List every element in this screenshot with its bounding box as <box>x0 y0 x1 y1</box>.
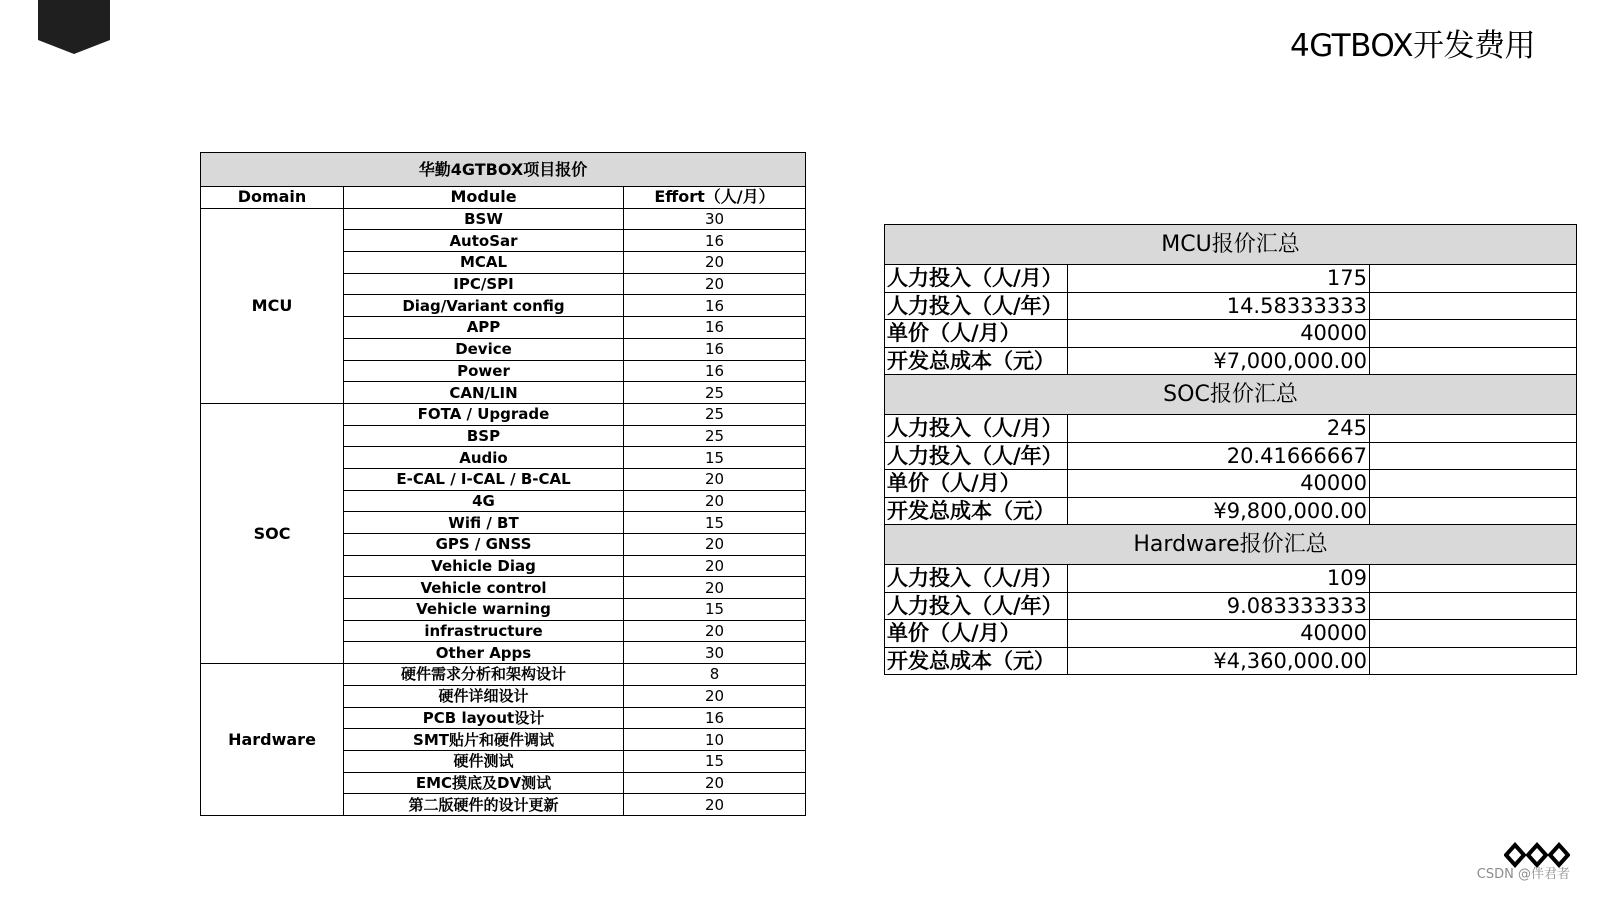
module-cell: 硬件详细设计 <box>344 685 624 707</box>
module-cell: 硬件需求分析和架构设计 <box>344 664 624 686</box>
summary-value: 40000 <box>1068 470 1370 498</box>
effort-cell: 20 <box>624 252 806 274</box>
module-cell: APP <box>344 317 624 339</box>
summary-row <box>885 320 1577 348</box>
effort-cell: 20 <box>624 273 806 295</box>
effort-cell: 20 <box>624 772 806 794</box>
effort-cell: 15 <box>624 599 806 621</box>
effort-cell: 30 <box>624 208 806 230</box>
module-cell: Vehicle control <box>344 577 624 599</box>
header-module: Module <box>344 187 624 209</box>
summary-section-title: SOC报价汇总 <box>885 375 1577 415</box>
summary-row <box>885 442 1577 470</box>
effort-cell: 15 <box>624 750 806 772</box>
table-row <box>201 208 806 230</box>
effort-cell: 25 <box>624 403 806 425</box>
effort-cell: 20 <box>624 534 806 556</box>
watermark: CSDN @伴君者 <box>1476 867 1570 882</box>
summary-table <box>884 224 1577 675</box>
summary-empty-cell <box>1370 620 1577 648</box>
header-domain: Domain <box>201 187 344 209</box>
domain-cell: MCU <box>201 208 344 403</box>
module-cell: 4G <box>344 490 624 512</box>
summary-row <box>885 620 1577 648</box>
summary-row <box>885 265 1577 293</box>
effort-cell: 20 <box>624 490 806 512</box>
summary-label: 开发总成本（元） <box>885 647 1068 675</box>
summary-section-header-row <box>885 525 1577 565</box>
summary-row <box>885 415 1577 443</box>
module-cell: Diag/Variant config <box>344 295 624 317</box>
module-cell: Vehicle warning <box>344 599 624 621</box>
module-cell: BSW <box>344 208 624 230</box>
summary-section-title: Hardware报价汇总 <box>885 525 1577 565</box>
effort-cell: 30 <box>624 642 806 664</box>
summary-empty-cell <box>1370 415 1577 443</box>
module-cell: Wifi / BT <box>344 512 624 534</box>
summary-row <box>885 470 1577 498</box>
summary-section-title: MCU报价汇总 <box>885 225 1577 265</box>
effort-cell: 20 <box>624 794 806 816</box>
effort-cell: 25 <box>624 382 806 404</box>
module-cell: FOTA / Upgrade <box>344 403 624 425</box>
module-cell: BSP <box>344 425 624 447</box>
effort-cell: 20 <box>624 620 806 642</box>
summary-section-header-row <box>885 375 1577 415</box>
summary-empty-cell <box>1370 347 1577 375</box>
summary-row <box>885 497 1577 525</box>
summary-row <box>885 292 1577 320</box>
summary-empty-cell <box>1370 565 1577 593</box>
module-cell: GPS / GNSS <box>344 534 624 556</box>
effort-cell: 16 <box>624 230 806 252</box>
summary-label: 人力投入（人/年） <box>885 292 1068 320</box>
summary-value: 9.083333333 <box>1068 592 1370 620</box>
summary-value: ¥4,360,000.00 <box>1068 647 1370 675</box>
summary-empty-cell <box>1370 320 1577 348</box>
module-cell: Vehicle Diag <box>344 555 624 577</box>
effort-cell: 16 <box>624 360 806 382</box>
summary-label: 开发总成本（元） <box>885 347 1068 375</box>
module-cell: Device <box>344 338 624 360</box>
summary-row <box>885 647 1577 675</box>
summary-row <box>885 347 1577 375</box>
module-cell: 第二版硬件的设计更新 <box>344 794 624 816</box>
summary-label: 人力投入（人/年） <box>885 592 1068 620</box>
effort-cell: 20 <box>624 685 806 707</box>
module-cell: SMT贴片和硬件调试 <box>344 729 624 751</box>
table-row <box>201 403 806 425</box>
module-cell: PCB layout设计 <box>344 707 624 729</box>
domain-cell: SOC <box>201 403 344 663</box>
summary-value: 20.41666667 <box>1068 442 1370 470</box>
summary-value: 14.58333333 <box>1068 292 1370 320</box>
module-cell: Other Apps <box>344 642 624 664</box>
effort-cell: 15 <box>624 512 806 534</box>
table-row <box>201 664 806 686</box>
summary-label: 人力投入（人/月） <box>885 265 1068 293</box>
summary-empty-cell <box>1370 292 1577 320</box>
quote-table-title: 华勤4GTBOX项目报价 <box>201 153 806 187</box>
effort-cell: 15 <box>624 447 806 469</box>
summary-section-header-row <box>885 225 1577 265</box>
summary-label: 单价（人/月） <box>885 470 1068 498</box>
summary-value: 109 <box>1068 565 1370 593</box>
summary-label: 人力投入（人/月） <box>885 415 1068 443</box>
summary-label: 开发总成本（元） <box>885 497 1068 525</box>
quote-table <box>200 152 806 816</box>
module-cell: MCAL <box>344 252 624 274</box>
effort-cell: 16 <box>624 295 806 317</box>
summary-label: 人力投入（人/月） <box>885 565 1068 593</box>
module-cell: infrastructure <box>344 620 624 642</box>
summary-value: ¥7,000,000.00 <box>1068 347 1370 375</box>
effort-cell: 16 <box>624 707 806 729</box>
module-cell: Power <box>344 360 624 382</box>
effort-cell: 25 <box>624 425 806 447</box>
module-cell: E-CAL / I-CAL / B-CAL <box>344 468 624 490</box>
effort-cell: 10 <box>624 729 806 751</box>
module-cell: EMC摸底及DV测试 <box>344 772 624 794</box>
module-cell: 硬件测试 <box>344 750 624 772</box>
domain-cell: Hardware <box>201 664 344 816</box>
summary-row <box>885 592 1577 620</box>
corner-badge-icon <box>38 0 110 54</box>
slide-title: 4GTBOX开发费用 <box>1290 28 1535 64</box>
header-effort: Effort（人/月） <box>624 187 806 209</box>
summary-label: 单价（人/月） <box>885 620 1068 648</box>
module-cell: AutoSar <box>344 230 624 252</box>
effort-cell: 20 <box>624 555 806 577</box>
effort-cell: 20 <box>624 577 806 599</box>
summary-value: ¥9,800,000.00 <box>1068 497 1370 525</box>
effort-cell: 16 <box>624 338 806 360</box>
module-cell: IPC/SPI <box>344 273 624 295</box>
effort-cell: 8 <box>624 664 806 686</box>
effort-cell: 20 <box>624 468 806 490</box>
summary-row <box>885 565 1577 593</box>
summary-empty-cell <box>1370 265 1577 293</box>
summary-value: 40000 <box>1068 620 1370 648</box>
summary-empty-cell <box>1370 647 1577 675</box>
summary-empty-cell <box>1370 470 1577 498</box>
effort-cell: 16 <box>624 317 806 339</box>
module-cell: Audio <box>344 447 624 469</box>
module-cell: CAN/LIN <box>344 382 624 404</box>
summary-value: 245 <box>1068 415 1370 443</box>
summary-label: 人力投入（人/年） <box>885 442 1068 470</box>
summary-empty-cell <box>1370 592 1577 620</box>
summary-value: 175 <box>1068 265 1370 293</box>
summary-empty-cell <box>1370 442 1577 470</box>
summary-label: 单价（人/月） <box>885 320 1068 348</box>
summary-empty-cell <box>1370 497 1577 525</box>
summary-value: 40000 <box>1068 320 1370 348</box>
